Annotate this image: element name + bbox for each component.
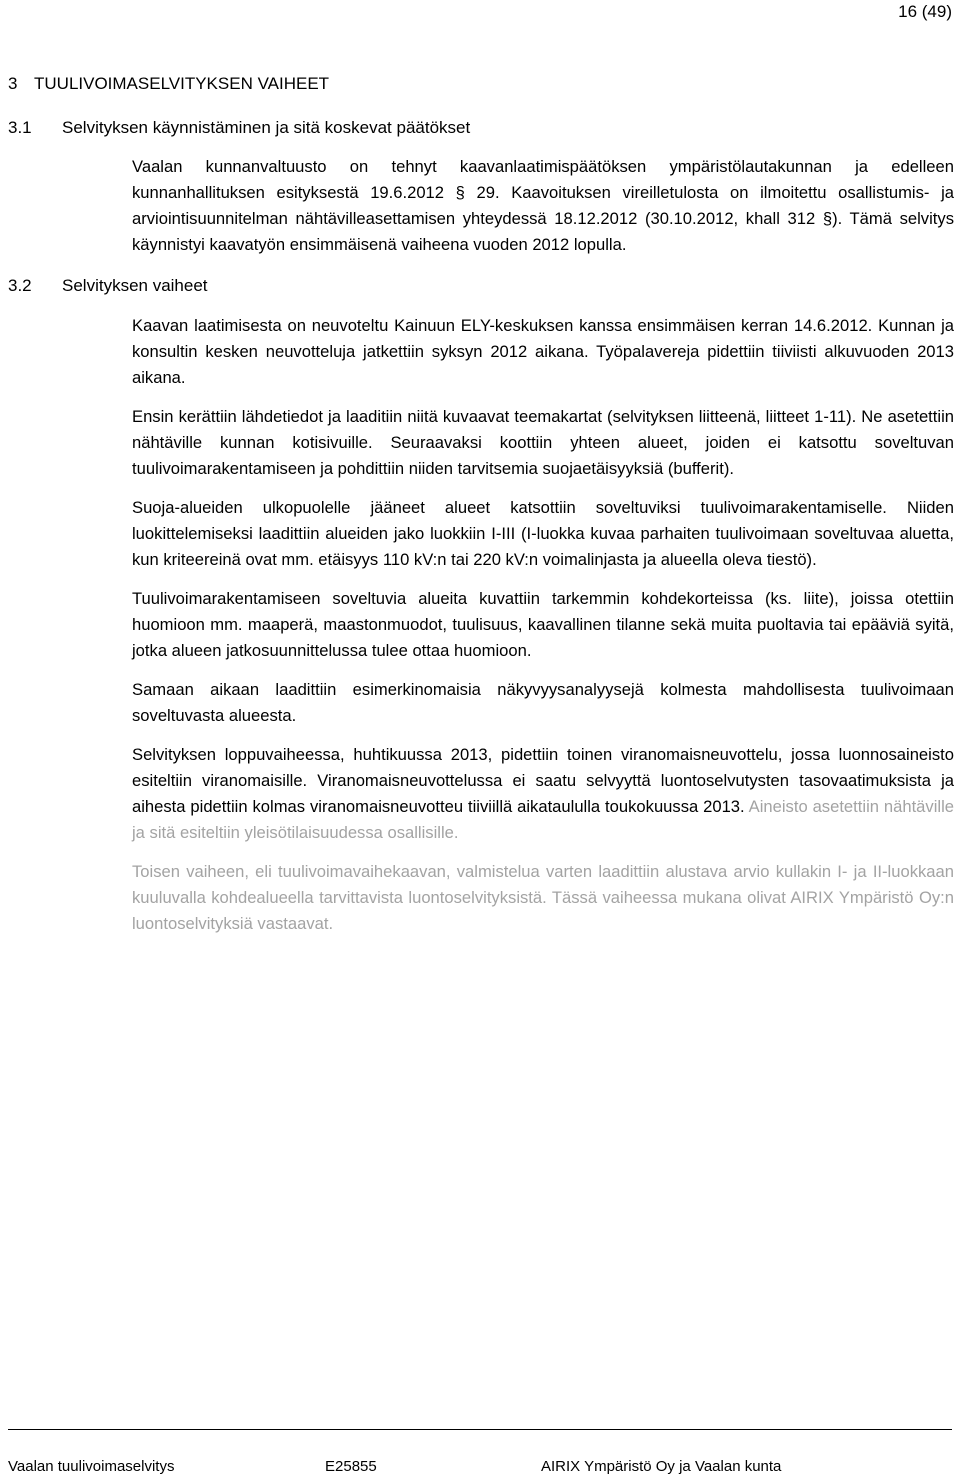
final-phase-gray-text: Aineisto asetettiin nähtäville ja sitä esiteltiin yleisötilaisuudessa osallisille. bbox=[132, 797, 954, 842]
section-3-1-heading bbox=[8, 118, 470, 138]
section-3-number: 3 bbox=[8, 74, 18, 93]
section-3-heading bbox=[8, 74, 329, 94]
footer-divider bbox=[8, 1429, 952, 1430]
section-3-title: TUULIVOIMASELVITYKSEN VAIHEET bbox=[34, 74, 330, 93]
paragraph-negotiations: Kaavan laatimisesta on neuvoteltu Kainuun ELY-keskuksen kanssa ensimmäisen kerran 14.6.2012. Kunnan ja konsultin kesken neuvotteluja jatkettiin syksyn 2012 aikana. Työpalavereja pidettiin tiiviisti alkuvuoden 2013 aikana. bbox=[132, 316, 954, 387]
paragraph-visibility-analyses: Samaan aikaan laadittiin esimerkinomaisia näkyvyysanalyysejä kolmesta mahdollisesta tuulivoimaan soveltuvasta alueesta. bbox=[132, 680, 954, 725]
section-3-1-paragraph: Vaalan kunnanvaltuusto on tehnyt kaavanlaatimispäätöksen ympäristölautakunnan ja edelleen kunnanhallituksen esityksestä 19.6.2012 § 29. Kaavoituksen vireilletulosta on ilmoitettu osallistumis- ja arviointisuunnitelman nähtävilleasettamisen yhteydessä 18.12.2012 (30.10.2012, khall 312 §). Tämä selvitys käynnistyi kaavatyön ensimmäisenä vaiheena vuoden 2012 lopulla. bbox=[132, 157, 954, 254]
section-3-1-number: 3.1 bbox=[8, 118, 32, 137]
paragraph-classification: Suoja-alueiden ulkopuolelle jääneet alueet katsottiin soveltuviksi tuulivoimarakentamiselle. Niiden luokittelemiseksi laadittiin alueiden jako luokkiin I-III (I-luokka kuvaa parhaiten tuulivoimaan soveltuvaa aluetta, kun kriteereinä ovat mm. etäisyys 110 kV:n tai 220 kV:n voimalinjasta ja alueella oleva tiestö). bbox=[132, 498, 954, 569]
section-3-2-body bbox=[132, 313, 954, 950]
paragraph-final-phase bbox=[132, 742, 954, 846]
paragraph-source-data: Ensin kerättiin lähdetiedot ja laaditiin niitä kuvaavat teemakartat (selvityksen liitteenä, liitteet 1-11). Ne asetettiin nähtäville kunnan kotisivuille. Seuraavaksi koottiin yhteen alueet, joiden ei katsottu soveltuvan tuulivoimarakentamiseen ja pohdittiin niiden tarvitsemia suojaetäisyyksiä (bufferit). bbox=[132, 407, 954, 478]
section-3-2-number: 3.2 bbox=[8, 276, 32, 295]
paragraph-site-cards: Tuulivoimarakentamiseen soveltuvia alueita kuvattiin tarkemmin kohdekorteissa (ks. liite), joissa otettiin huomioon mm. maaperä, maastonmuodot, tuulisuus, kaavallinen tilanne sekä muita puoltavia tai epääviä syitä, jotka alueen jatkosuunnittelussa tulee ottaa huomioon. bbox=[132, 589, 954, 660]
section-3-1-body bbox=[132, 154, 954, 271]
section-3-2-title: Selvityksen vaiheet bbox=[62, 276, 208, 295]
footer-left: Vaalan tuulivoimaselvitys bbox=[8, 1458, 175, 1475]
final-phase-text: Selvityksen loppuvaiheessa, huhtikuussa 2013, pidettiin toinen viranomaisneuvottelu, jossa luonnosaineisto esiteltiin viranomaisille. Viranomaisneuvottelussa ei saatu selvyyttä luontoselvutysten tasovaatimuksista ja aihesta pidettiin kolmas viranomaisneuvotteu tiiviillä aikataululla toukokuussa 2013. bbox=[132, 745, 954, 816]
paragraph-second-phase: Toisen vaiheen, eli tuulivoimavaihekaavan, valmistelua varten laadittiin alustava arvio kullakin I- ja II-luokkaan kuuluvalla kohdealueella tarvittavista luontoselvityksistä. Tässä vaiheessa mukana olivat AIRIX Ympäristö Oy:n luontoselvityksiä vastaavat. bbox=[132, 862, 954, 933]
section-3-1-title: Selvityksen käynnistäminen ja sitä koskevat päätökset bbox=[62, 118, 471, 137]
footer-right: AIRIX Ympäristö Oy ja Vaalan kunta bbox=[541, 1458, 782, 1475]
footer-center: E25855 bbox=[325, 1458, 377, 1475]
section-3-2-heading bbox=[8, 276, 208, 296]
page-number: 16 (49) bbox=[898, 2, 952, 21]
